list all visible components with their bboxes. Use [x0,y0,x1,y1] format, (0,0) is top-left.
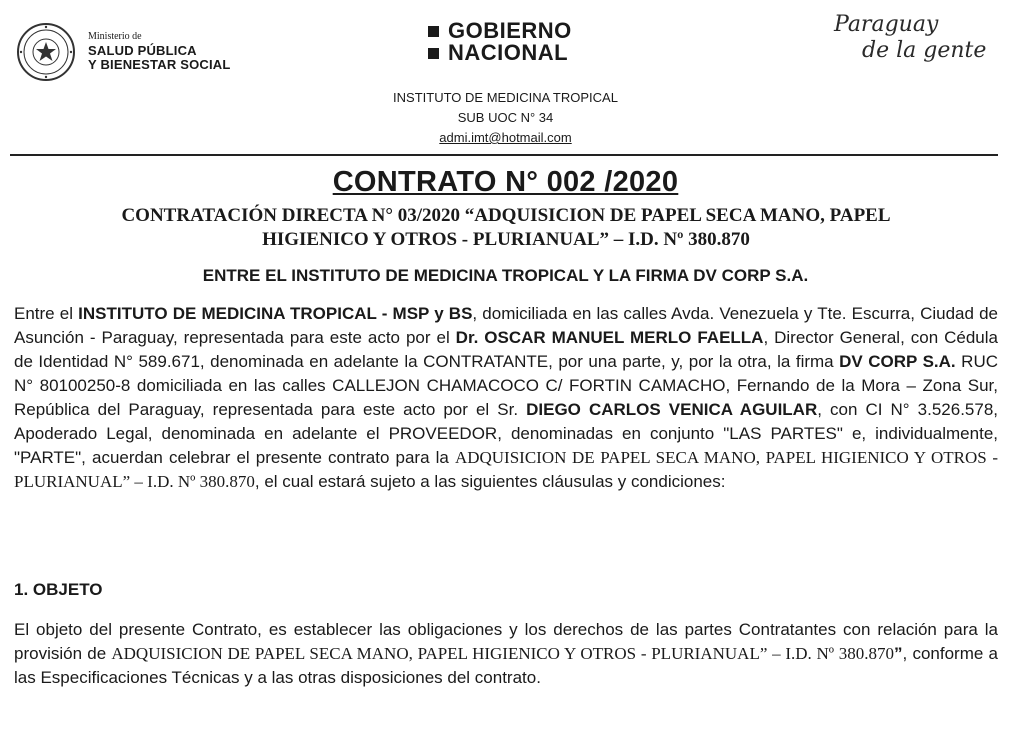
section-1-heading: 1. OBJETO [14,580,103,599]
contract-title: CONTRATO N° 002 /2020 [332,166,679,198]
p1-text-1: Entre el [14,304,79,323]
subtitle-line-1: CONTRATACIÓN DIRECTA N° 03/2020 “ADQUISICION DE PAPEL SECA MANO, PAPEL [121,205,891,226]
slogan-line-2: de la gente [862,38,987,63]
gobierno-nacional-logo [428,20,572,64]
ministry-name [88,30,231,72]
header-divider [10,154,998,156]
slogan-line-1: Paraguay [834,12,939,37]
national-seal-icon [16,22,76,82]
subtitle-line-2: HIGIENICO Y OTROS - PLURIANUAL” – I.D. Nº 380.870 [262,229,750,250]
ministry-line-2: Y BIENESTAR SOCIAL [88,57,231,72]
contract-subtitle [14,204,998,252]
p1-bold-1: INSTITUTO DE MEDICINA TROPICAL - MSP y BS [78,304,473,323]
p1-bold-3: DV CORP S.A. [839,352,956,371]
paragraph-object [14,618,998,690]
p1-bold-2: Dr. OSCAR MANUEL MERLO FAELLA [455,328,764,347]
p1-text-4: RUC N° 80100250-8 domiciliada en las calles CALLEJON CHAMACOCO C/ FORTIN CAMACHO, Fernando de la Mora – Zona Sur, República del Paraguay, representada para este acto por el Sr. [14,352,998,419]
square-bullet-icon [428,26,439,37]
p2-text-2: , conforme a las Especificaciones Técnicas y a las otras disposiciones del contrato. [14,644,998,687]
p2-bold-1: ” [894,644,903,663]
square-bullet-icon [428,48,439,59]
ministry-prefix: Ministerio de [88,31,142,42]
p1-text-2: , domiciliada en las calles Avda. Venezuela y Tte. Escurra, Ciudad de Asunción - Paraguay, representada para este acto por el [14,304,999,347]
institute-name: INSTITUTO DE MEDICINA TROPICAL [393,90,618,105]
p2-text-1: El objeto del presente Contrato, es establecer las obligaciones y los derechos de las partes Contratantes con relación para la provisión de [14,620,998,663]
p2-serif-1: ADQUISICION DE PAPEL SECA MANO, PAPEL HIGIENICO Y OTROS - PLURIANUAL” – I.D. Nº 380.870 [111,644,895,663]
paragraph-parties [14,302,998,494]
letterhead [0,0,1011,160]
gob-line-1: GOBIERNO [448,18,572,43]
parties-heading: ENTRE EL INSTITUTO DE MEDICINA TROPICAL Y LA FIRMA DV CORP S.A. [202,266,809,285]
slogan-logo [828,12,998,64]
ministry-line-1: SALUD PÚBLICA [88,43,197,58]
sub-uoc: SUB UOC N° 34 [457,110,554,125]
p1-text-5: , con CI N° 3.526.578, Apoderado Legal, denominada en adelante el PROVEEDOR, denominadas en conjunto "LAS PARTES" e, individualmente, "PARTE", acuerdan celebrar el presente contrato para la [14,400,998,467]
p1-text-3: , Director General, con Cédula de Identidad N° 589.671, denominada en adelante la CONTRATANTE, por una parte, y, por la otra, la firma [14,328,998,371]
gob-line-2: NACIONAL [448,40,569,65]
institute-block [0,88,1011,148]
p1-serif-1: ADQUISICION DE PAPEL SECA MANO, PAPEL HIGIENICO Y OTROS - PLURIANUAL” – I.D. Nº 380.870 [14,448,998,491]
email-link[interactable]: admi.imt@hotmail.com [439,130,572,145]
p1-bold-4: DIEGO CARLOS VENICA AGUILAR [526,400,818,419]
p1-text-6: , el cual estará sujeto a las siguientes cláusulas y condiciones: [254,472,726,491]
